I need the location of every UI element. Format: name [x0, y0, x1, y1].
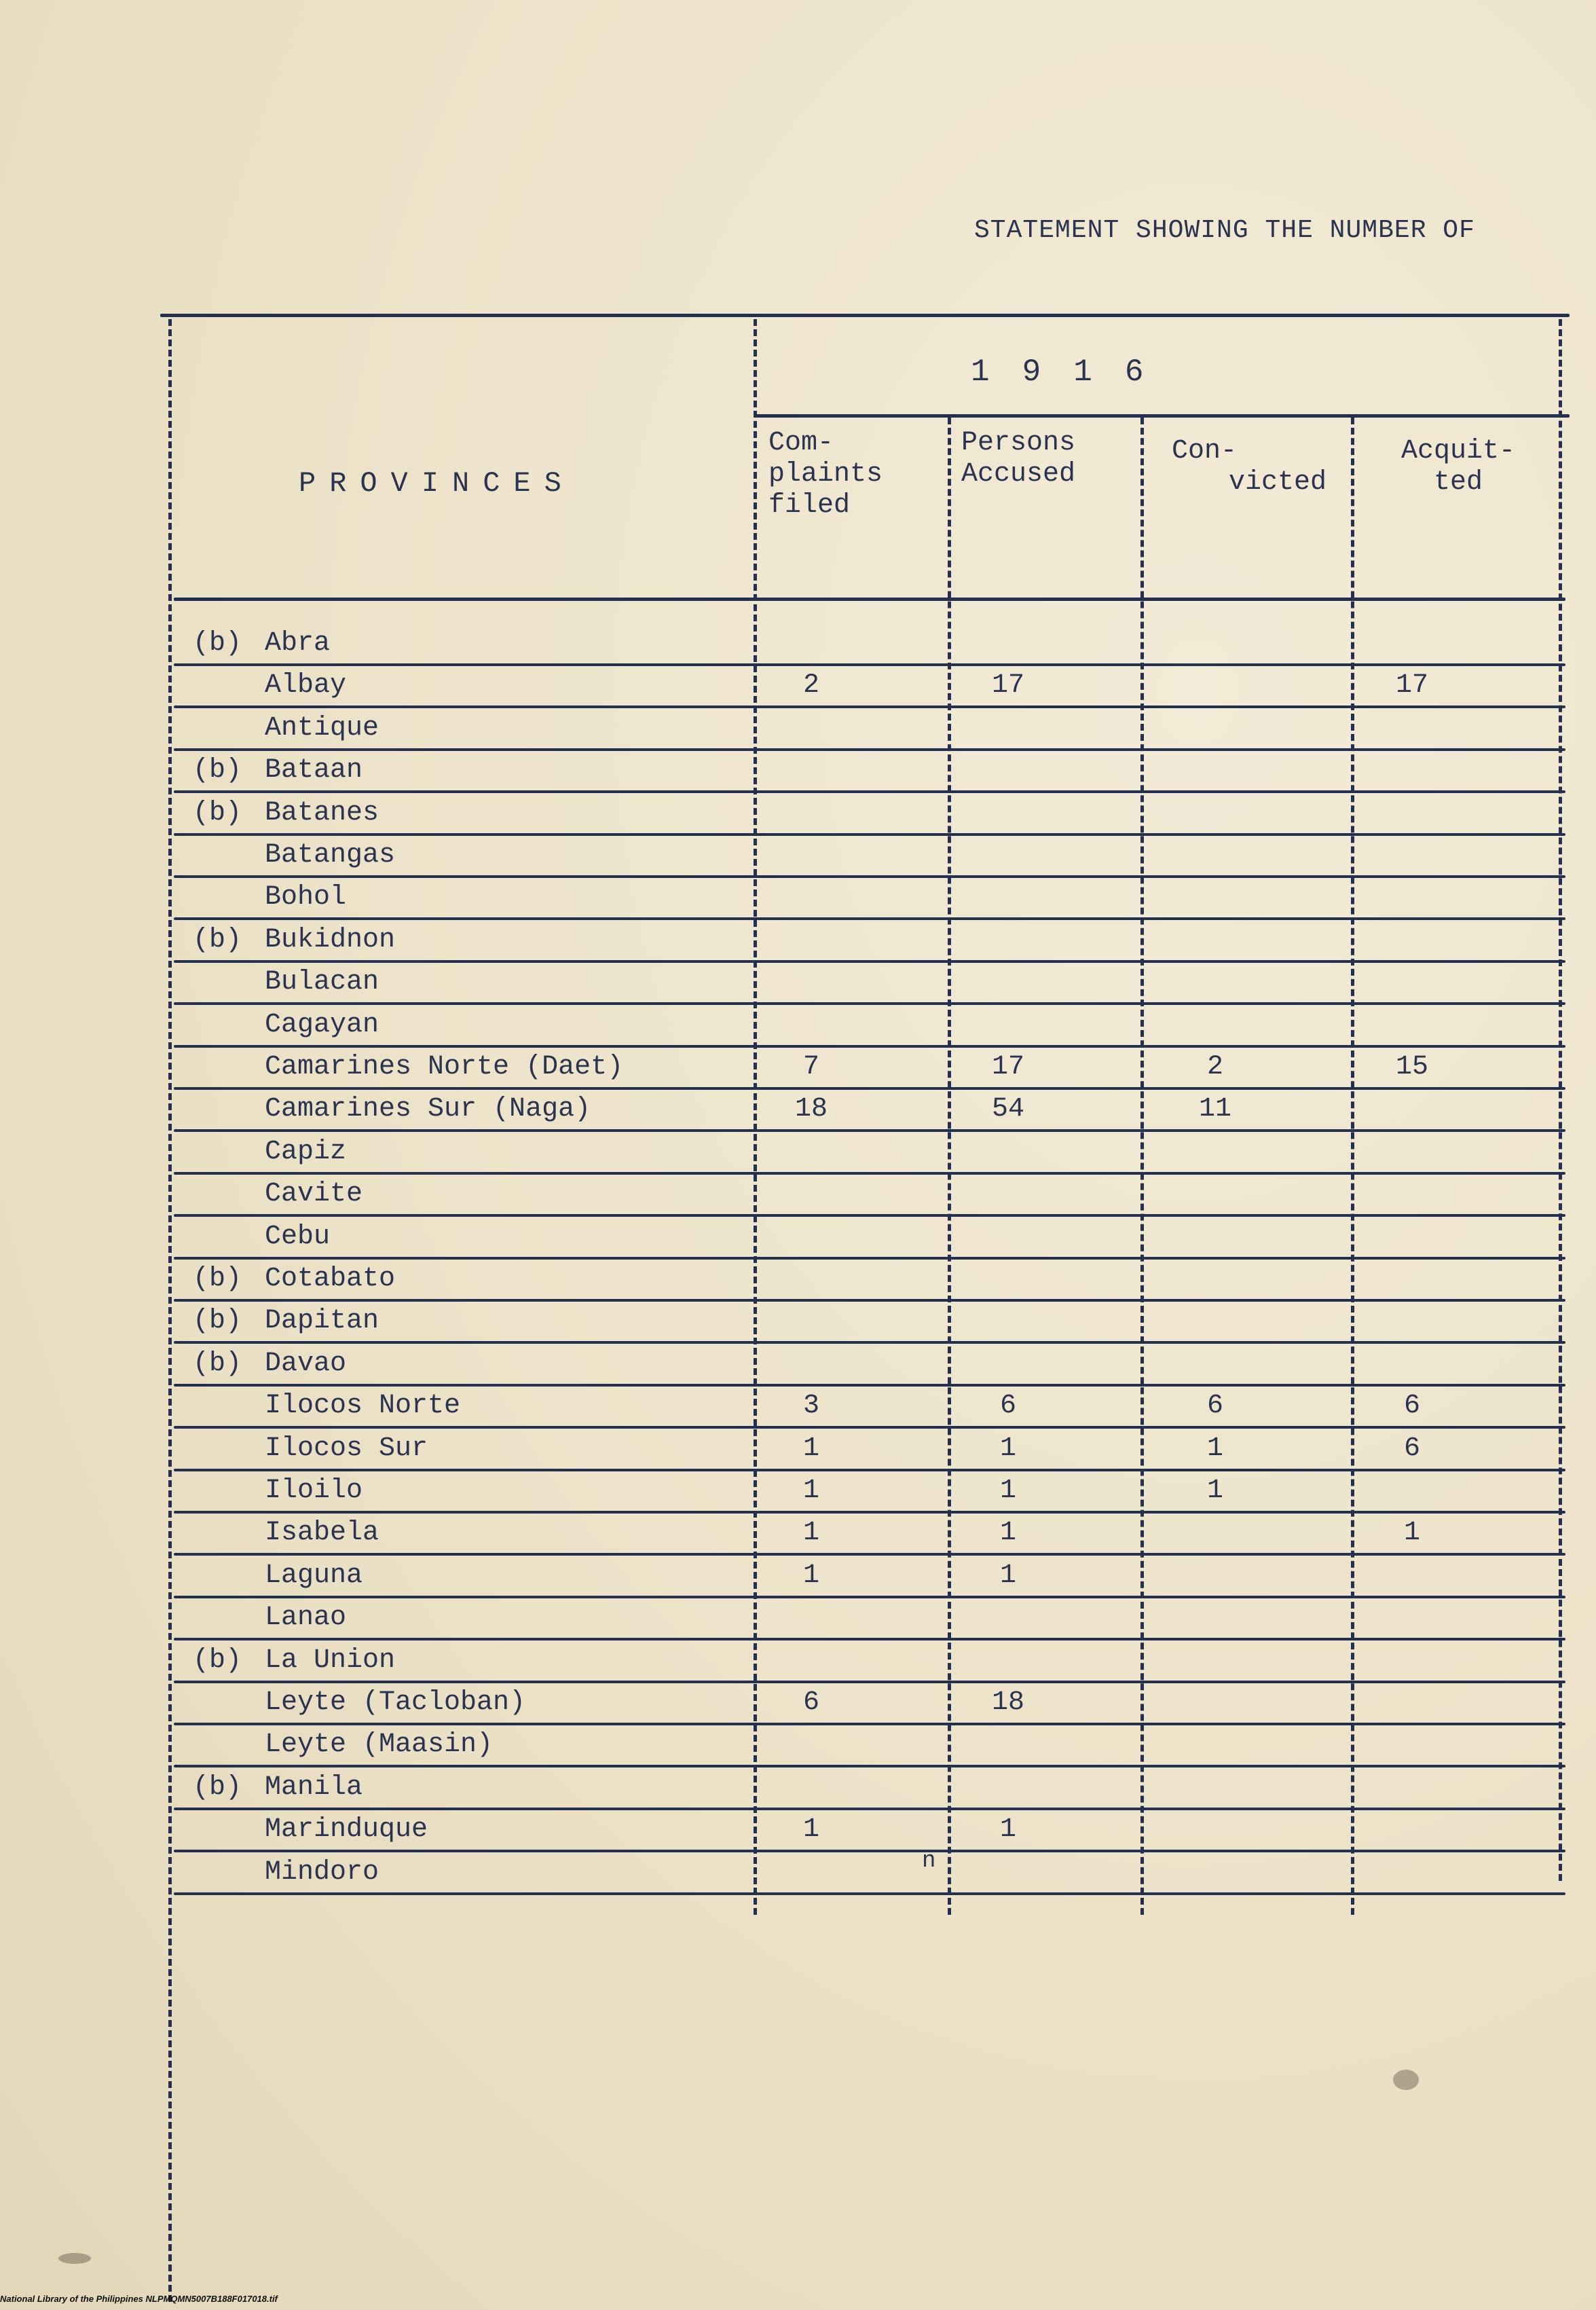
table-row	[170, 1560, 1561, 1601]
province-note-mark: (b)	[193, 798, 242, 828]
complaints-cell: 1	[802, 1518, 819, 1548]
table-row	[170, 1052, 1561, 1093]
complaints-filed-heading	[768, 428, 883, 521]
province-name: La Union	[265, 1645, 396, 1676]
row-rule	[174, 1765, 1565, 1767]
archive-footer: National Library of the Philippines NLPMQMN5007B188F017018.tif	[0, 2294, 278, 2304]
province-name: Batangas	[265, 840, 396, 870]
accused-cell: 1	[999, 1814, 1016, 1845]
accused-cell: 18	[991, 1687, 1024, 1718]
province-name: Iloilo	[265, 1475, 363, 1506]
table-row	[170, 1475, 1561, 1516]
complaints-cell: 1	[802, 1814, 819, 1845]
convicted-heading	[1172, 436, 1326, 498]
complaints-cell: 3	[802, 1391, 819, 1421]
accused-cell: 17	[991, 670, 1024, 701]
province-name: Camarines Sur (Naga)	[265, 1094, 591, 1124]
province-note-mark: (b)	[193, 628, 242, 659]
row-rule	[174, 1469, 1565, 1471]
convicted-cell: 11	[1198, 1094, 1231, 1124]
acquitted-cell: 6	[1403, 1433, 1420, 1464]
convicted-heading-line-1: Con-	[1172, 436, 1238, 466]
acquitted-heading	[1401, 436, 1515, 498]
row-rule	[174, 1384, 1565, 1387]
acquitted-cell: 17	[1395, 670, 1428, 701]
province-name: Manila	[265, 1772, 363, 1803]
province-note-mark: (b)	[193, 1306, 242, 1336]
row-rule	[174, 705, 1565, 708]
row-rule	[174, 1596, 1565, 1598]
accused-heading-line-1: Persons	[961, 428, 1076, 458]
convicted-cell: 1	[1206, 1433, 1223, 1464]
paper-stain	[1393, 2070, 1419, 2090]
acquitted-cell: 6	[1403, 1391, 1420, 1421]
province-name: Batanes	[265, 798, 379, 828]
complaints-cell: 2	[802, 670, 819, 701]
province-name: Bataan	[265, 755, 363, 786]
table-row	[170, 713, 1561, 754]
table-row	[170, 1010, 1561, 1050]
table-row	[170, 1094, 1561, 1135]
province-note-mark: (b)	[193, 1772, 242, 1803]
province-note-mark: (b)	[193, 1645, 242, 1676]
row-rule	[174, 1257, 1565, 1260]
table-row	[170, 1137, 1561, 1177]
row-rule	[174, 917, 1565, 920]
province-name: Laguna	[265, 1560, 363, 1591]
row-rule	[174, 663, 1565, 666]
row-rule	[174, 1638, 1565, 1640]
complaints-heading-line-2: plaints	[768, 459, 883, 490]
acquitted-heading-line-2: ted	[1434, 467, 1483, 498]
provinces-heading: PROVINCES	[299, 467, 575, 500]
province-note-mark: (b)	[193, 925, 242, 955]
province-name: Ilocos Norte	[265, 1391, 461, 1421]
province-name: Camarines Norte (Daet)	[265, 1052, 624, 1082]
province-name: Ilocos Sur	[265, 1433, 428, 1464]
row-rule	[174, 790, 1565, 793]
province-name: Leyte (Tacloban)	[265, 1687, 526, 1718]
province-name: Leyte (Maasin)	[265, 1729, 494, 1760]
province-name: Cavite	[265, 1179, 363, 1209]
convicted-cell: 1	[1206, 1475, 1223, 1506]
row-rule	[174, 1681, 1565, 1683]
acquitted-heading-line-1: Acquit-	[1401, 436, 1516, 466]
page-title: STATEMENT SHOWING THE NUMBER OF	[974, 216, 1475, 245]
province-name: Cagayan	[265, 1010, 379, 1040]
header-bottom-rule	[174, 598, 1565, 601]
table-row	[170, 670, 1561, 711]
convicted-heading-line-2: victed	[1229, 467, 1327, 498]
row-rule	[174, 1553, 1565, 1556]
row-rule	[174, 1723, 1565, 1725]
accused-cell: 17	[991, 1052, 1024, 1082]
table-row	[170, 1433, 1561, 1474]
convicted-cell: 6	[1206, 1391, 1223, 1421]
row-rule	[174, 875, 1565, 878]
row-rule	[174, 1426, 1565, 1429]
row-rule	[174, 1511, 1565, 1514]
province-name: Capiz	[265, 1137, 347, 1167]
province-name: Isabela	[265, 1518, 379, 1548]
continuation-mark: n	[922, 1848, 936, 1874]
table-row	[170, 882, 1561, 923]
province-note-mark: (b)	[193, 1349, 242, 1379]
accused-cell: 6	[999, 1391, 1016, 1421]
complaints-cell: 1	[802, 1433, 819, 1464]
row-rule	[174, 1129, 1565, 1132]
province-name: Bukidnon	[265, 925, 396, 955]
table-row	[170, 1306, 1561, 1346]
complaints-heading-line-1: Com-	[768, 428, 834, 458]
row-rule	[174, 1087, 1565, 1090]
table-row	[170, 628, 1561, 669]
complaints-heading-line-3: filed	[768, 490, 851, 521]
province-name: Bohol	[265, 882, 347, 913]
table-row	[170, 840, 1561, 881]
table-row	[170, 1264, 1561, 1304]
row-rule	[174, 1045, 1565, 1048]
year-rule	[754, 414, 1570, 418]
table-row	[170, 1857, 1561, 1898]
province-name: Mindoro	[265, 1857, 379, 1888]
accused-cell: 54	[991, 1094, 1024, 1124]
province-name: Cebu	[265, 1222, 331, 1252]
table-row	[170, 1645, 1561, 1686]
table-row	[170, 798, 1561, 839]
persons-accused-heading	[961, 428, 1075, 490]
year-heading: 1916	[971, 354, 1176, 390]
table-row	[170, 1729, 1561, 1770]
province-name: Dapitan	[265, 1306, 379, 1336]
province-note-mark: (b)	[193, 1264, 242, 1294]
convicted-cell: 2	[1206, 1052, 1223, 1082]
province-name: Davao	[265, 1349, 347, 1379]
row-rule	[174, 1002, 1565, 1005]
accused-cell: 1	[999, 1433, 1016, 1464]
accused-cell: 1	[999, 1560, 1016, 1591]
table-row	[170, 967, 1561, 1008]
table-row	[170, 925, 1561, 966]
row-rule	[174, 1341, 1565, 1344]
table-row	[170, 1687, 1561, 1728]
complaints-cell: 7	[802, 1052, 819, 1082]
row-rule	[174, 1892, 1565, 1895]
table-row	[170, 1602, 1561, 1643]
province-name: Marinduque	[265, 1814, 428, 1845]
row-rule	[174, 1808, 1565, 1810]
province-name: Albay	[265, 670, 347, 701]
table-row	[170, 1772, 1561, 1813]
table-row	[170, 1349, 1561, 1389]
row-rule	[174, 748, 1565, 751]
table-row	[170, 1391, 1561, 1431]
row-rule	[174, 1172, 1565, 1175]
paper-stain	[58, 2253, 91, 2264]
province-name: Bulacan	[265, 967, 379, 997]
table-row	[170, 1518, 1561, 1558]
complaints-cell: 18	[794, 1094, 828, 1124]
province-note-mark: (b)	[193, 755, 242, 786]
table-row	[170, 1814, 1561, 1855]
row-rule	[174, 960, 1565, 963]
table-row	[170, 755, 1561, 796]
accused-cell: 1	[999, 1475, 1016, 1506]
accused-cell: 1	[999, 1518, 1016, 1548]
accused-heading-line-2: Accused	[961, 459, 1076, 490]
row-rule	[174, 1850, 1565, 1852]
complaints-cell: 6	[802, 1687, 819, 1718]
acquitted-cell: 15	[1395, 1052, 1428, 1082]
row-rule	[174, 833, 1565, 836]
table-row	[170, 1222, 1561, 1262]
province-name: Lanao	[265, 1602, 347, 1633]
province-name: Abra	[265, 628, 331, 659]
table-row	[170, 1179, 1561, 1220]
complaints-cell: 1	[802, 1560, 819, 1591]
row-rule	[174, 1214, 1565, 1217]
province-name: Cotabato	[265, 1264, 396, 1294]
complaints-cell: 1	[802, 1475, 819, 1506]
province-name: Antique	[265, 713, 379, 744]
row-rule	[174, 1299, 1565, 1302]
table-top-rule	[160, 314, 1570, 317]
acquitted-cell: 1	[1403, 1518, 1420, 1548]
